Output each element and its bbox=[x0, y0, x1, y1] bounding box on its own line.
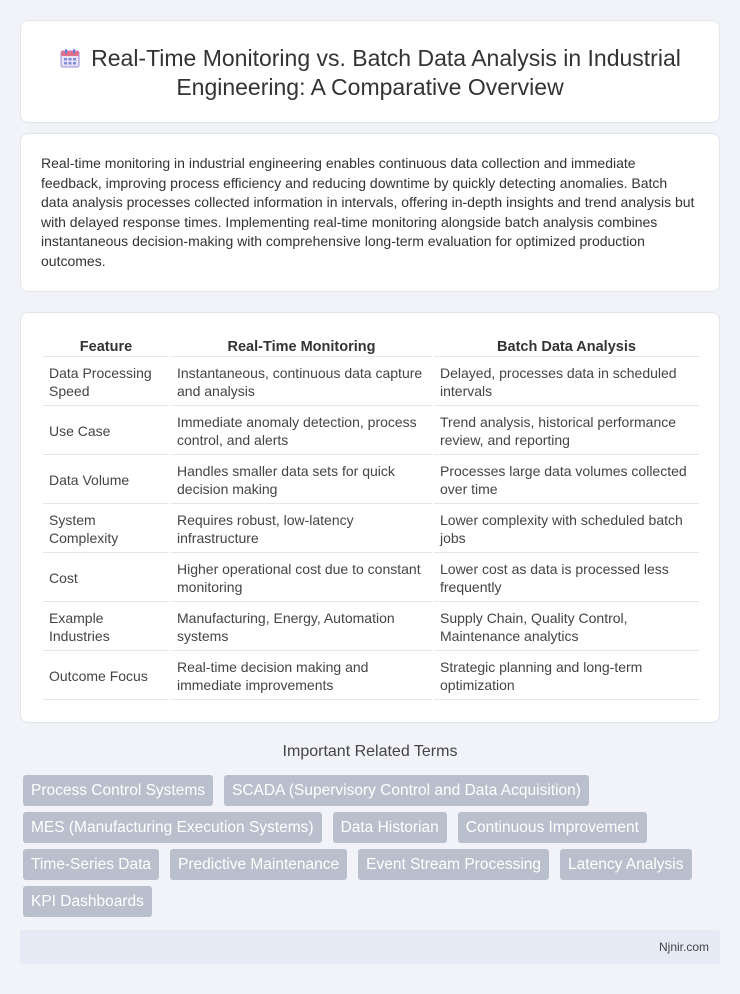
table-header-row bbox=[43, 335, 699, 357]
real-time-cell: Requires robust, low-latency infrastructure bbox=[171, 506, 432, 553]
batch-cell: Supply Chain, Quality Control, Maintenance analytics bbox=[434, 604, 699, 651]
table-row bbox=[43, 555, 699, 602]
real-time-cell: Handles smaller data sets for quick decision making bbox=[171, 457, 432, 504]
feature-cell: System Complexity bbox=[43, 506, 169, 553]
tag-event-stream-processing[interactable]: Event Stream Processing bbox=[358, 849, 549, 880]
comparison-card bbox=[20, 312, 720, 723]
real-time-cell: Real-time decision making and immediate improvements bbox=[171, 653, 432, 700]
header-real-time: Real-Time Monitoring bbox=[171, 335, 432, 357]
table-row bbox=[43, 408, 699, 455]
real-time-cell: Immediate anomaly detection, process control, and alerts bbox=[171, 408, 432, 455]
tag-mes[interactable]: MES (Manufacturing Execution Systems) bbox=[23, 812, 322, 843]
real-time-cell: Manufacturing, Energy, Automation systems bbox=[171, 604, 432, 651]
feature-cell: Cost bbox=[43, 555, 169, 602]
table-row bbox=[43, 653, 699, 700]
tag-kpi-dashboards[interactable]: KPI Dashboards bbox=[23, 886, 152, 917]
real-time-cell: Higher operational cost due to constant monitoring bbox=[171, 555, 432, 602]
title-card bbox=[20, 20, 720, 123]
header-batch: Batch Data Analysis bbox=[434, 335, 699, 357]
tag-time-series-data[interactable]: Time-Series Data bbox=[23, 849, 159, 880]
feature-cell: Outcome Focus bbox=[43, 653, 169, 700]
real-time-cell: Instantaneous, continuous data capture and analysis bbox=[171, 359, 432, 406]
tag-latency-analysis[interactable]: Latency Analysis bbox=[560, 849, 691, 880]
batch-cell: Lower cost as data is processed less frequently bbox=[434, 555, 699, 602]
intro-card bbox=[20, 133, 720, 292]
related-terms-heading: Important Related Terms bbox=[282, 743, 458, 760]
intro-paragraph: Real-time monitoring in industrial engineering enables continuous data collection and immediate feedback, improving process efficiency and reducing downtime by quickly detecting anomalies. Batch data analysis processes collected information in intervals, offering in-depth insights and trend analysis but with delayed response times. Implementing real-time monitoring alongside batch analysis combines instantaneous decision-making with comprehensive long-term evaluation for optimized production outcomes. bbox=[41, 155, 695, 269]
feature-cell: Example Industries bbox=[43, 604, 169, 651]
comparison-table bbox=[41, 333, 701, 702]
table-row bbox=[43, 604, 699, 651]
table-row bbox=[43, 457, 699, 504]
tag-data-historian[interactable]: Data Historian bbox=[333, 812, 447, 843]
tag-scada[interactable]: SCADA (Supervisory Control and Data Acquisition) bbox=[224, 775, 589, 806]
feature-cell: Use Case bbox=[43, 408, 169, 455]
table-row bbox=[43, 506, 699, 553]
related-terms-list bbox=[20, 771, 720, 919]
batch-cell: Processes large data volumes collected over time bbox=[434, 457, 699, 504]
table-row bbox=[43, 359, 699, 406]
feature-cell: Data Processing Speed bbox=[43, 359, 169, 406]
page-title-text: Real-Time Monitoring vs. Batch Data Analysis in Industrial Engineering: A Comparative Overview bbox=[91, 45, 681, 100]
page-title bbox=[21, 44, 719, 102]
tag-continuous-improvement[interactable]: Continuous Improvement bbox=[458, 812, 647, 843]
header-feature: Feature bbox=[43, 335, 169, 357]
batch-cell: Lower complexity with scheduled batch jobs bbox=[434, 506, 699, 553]
batch-cell: Strategic planning and long-term optimization bbox=[434, 653, 699, 700]
footer bbox=[20, 930, 720, 964]
batch-cell: Trend analysis, historical performance review, and reporting bbox=[434, 408, 699, 455]
tag-predictive-maintenance[interactable]: Predictive Maintenance bbox=[170, 849, 347, 880]
batch-cell: Delayed, processes data in scheduled intervals bbox=[434, 359, 699, 406]
calendar-icon bbox=[59, 47, 81, 69]
footer-site-link[interactable]: Njnir.com bbox=[658, 940, 709, 954]
tag-process-control-systems[interactable]: Process Control Systems bbox=[23, 775, 213, 806]
feature-cell: Data Volume bbox=[43, 457, 169, 504]
